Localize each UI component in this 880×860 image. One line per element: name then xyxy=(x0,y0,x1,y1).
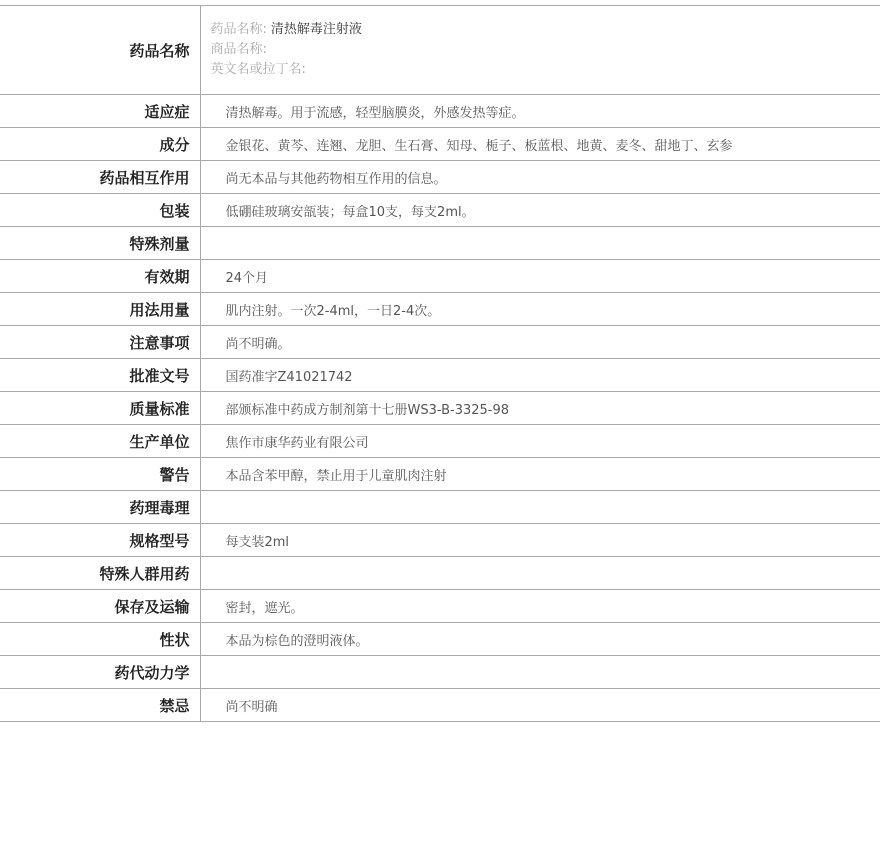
row-value: 24个月 xyxy=(200,260,880,293)
row-label: 用法用量 xyxy=(0,293,200,326)
table-row xyxy=(0,392,880,425)
generic-name-value: 清热解毒注射液 xyxy=(270,22,362,37)
table-row xyxy=(0,491,880,524)
table-row xyxy=(0,524,880,557)
row-value: 部颁标准中药成方制剂第十七册WS3-B-3325-98 xyxy=(200,392,880,425)
row-label: 禁忌 xyxy=(0,689,200,722)
row-value xyxy=(200,491,880,524)
row-value: 低硼硅玻璃安瓿装；每盒10支，每支2ml。 xyxy=(200,194,880,227)
row-value: 每支装2ml xyxy=(200,524,880,557)
generic-name-line xyxy=(211,20,880,40)
row-value: 尚不明确 xyxy=(200,689,880,722)
row-value: 焦作市康华药业有限公司 xyxy=(200,425,880,458)
drug-info-table xyxy=(0,5,880,722)
table-row xyxy=(0,227,880,260)
row-label: 特殊人群用药 xyxy=(0,557,200,590)
trade-name-key: 商品名称: xyxy=(210,42,267,57)
table-row xyxy=(0,557,880,590)
table-row xyxy=(0,128,880,161)
row-value xyxy=(200,656,880,689)
latin-name-line xyxy=(211,60,880,80)
table-row xyxy=(0,260,880,293)
row-label: 特殊剂量 xyxy=(0,227,200,260)
generic-name-key: 药品名称: xyxy=(210,22,267,37)
trade-name-line xyxy=(211,40,880,60)
row-label: 适应症 xyxy=(0,95,200,128)
table-row xyxy=(0,623,880,656)
row-label: 药理毒理 xyxy=(0,491,200,524)
row-label: 规格型号 xyxy=(0,524,200,557)
table-row xyxy=(0,161,880,194)
table-row xyxy=(0,326,880,359)
row-value xyxy=(200,557,880,590)
row-value: 金银花、黄芩、连翘、龙胆、生石膏、知母、栀子、板蓝根、地黄、麦冬、甜地丁、玄参 xyxy=(200,128,880,161)
table-row xyxy=(0,95,880,128)
table-row xyxy=(0,590,880,623)
table-row xyxy=(0,293,880,326)
row-label: 保存及运输 xyxy=(0,590,200,623)
drug-name-cell xyxy=(200,6,880,95)
row-value: 本品为棕色的澄明液体。 xyxy=(200,623,880,656)
table-row xyxy=(0,656,880,689)
row-value xyxy=(200,227,880,260)
table-row xyxy=(0,359,880,392)
row-label: 性状 xyxy=(0,623,200,656)
table-row-drug-name xyxy=(0,6,880,95)
latin-name-key: 英文名或拉丁名: xyxy=(210,62,306,77)
row-value: 本品含苯甲醇，禁止用于儿童肌肉注射 xyxy=(200,458,880,491)
table-row xyxy=(0,194,880,227)
row-value: 肌内注射。一次2-4ml，一日2-4次。 xyxy=(200,293,880,326)
row-label: 注意事项 xyxy=(0,326,200,359)
row-label: 批准文号 xyxy=(0,359,200,392)
row-value: 密封，遮光。 xyxy=(200,590,880,623)
table-row xyxy=(0,425,880,458)
row-label: 药品相互作用 xyxy=(0,161,200,194)
row-label: 药代动力学 xyxy=(0,656,200,689)
row-label: 有效期 xyxy=(0,260,200,293)
row-label: 包装 xyxy=(0,194,200,227)
row-value: 国药准字Z41021742 xyxy=(200,359,880,392)
row-label: 警告 xyxy=(0,458,200,491)
row-label: 成分 xyxy=(0,128,200,161)
row-value: 清热解毒。用于流感，轻型脑膜炎，外感发热等症。 xyxy=(200,95,880,128)
row-value: 尚无本品与其他药物相互作用的信息。 xyxy=(200,161,880,194)
row-label: 药品名称 xyxy=(0,6,200,95)
table-row xyxy=(0,689,880,722)
table-row xyxy=(0,458,880,491)
row-label: 生产单位 xyxy=(0,425,200,458)
row-label: 质量标准 xyxy=(0,392,200,425)
row-value: 尚不明确。 xyxy=(200,326,880,359)
